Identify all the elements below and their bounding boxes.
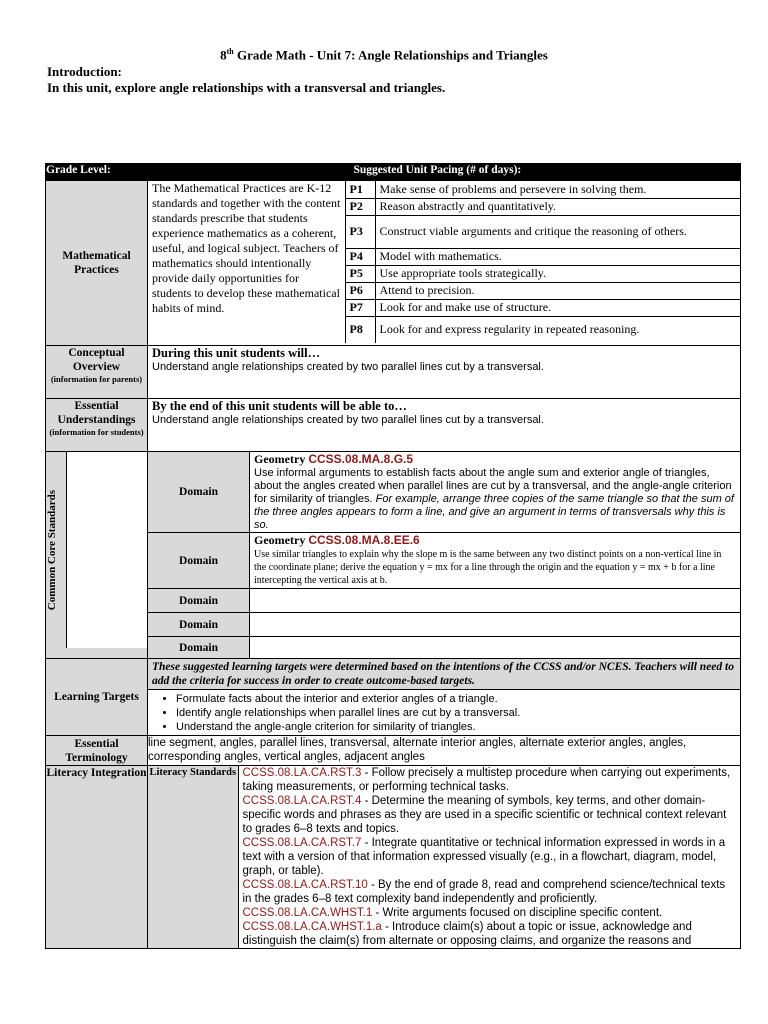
ccss-row-2 — [46, 533, 741, 589]
literacy-item: CCSS.08.LA.CA.RST.7 - Integrate quantitative or technical information expressed in words in a text with a version of that information expressed visually (e.g., in a flowchart, diagram, model, graph, or table). — [242, 837, 726, 877]
math-practices-description: The Mathematical Practices are K-12 standards and together with the content standards prescribe that students experience mathematics as a coherent, useful, and logical subject. Teachers of mathematics should intentionally provide daily opportunities for students to develop these mathematical habits of mind. — [148, 181, 345, 343]
learning-targets-label: Learning Targets — [46, 659, 148, 736]
terminology-label: Essential Terminology — [46, 736, 148, 766]
intro-text: In this unit, explore angle relationships with a transversal and triangles. — [47, 80, 446, 95]
domain-label: Domain — [148, 613, 250, 637]
ccss-row-1 — [46, 452, 741, 533]
conceptual-heading: During this unit students will… — [152, 346, 321, 360]
ccss-row-4 — [46, 613, 741, 637]
learning-target-item: • Understand the angle-angle criterion for similarity of triangles. — [176, 720, 740, 734]
literacy-row — [46, 766, 741, 949]
literacy-standards-label: Literacy Standards — [148, 766, 238, 948]
terminology-text: line segment, angles, parallel lines, transversal, alternate interior angles, alternate exterior angles, angles, corresponding angles, vertical angles, adjacent angles — [148, 736, 741, 766]
common-core-label-cell — [46, 452, 148, 659]
literacy-item: CCSS.08.LA.CA.WHST.1 - Write arguments focused on discipline specific content. — [242, 907, 663, 919]
practice-code: P2 — [345, 198, 375, 215]
intro-label: Introduction: — [47, 64, 122, 79]
grade-level-label: Grade Level: — [46, 164, 250, 181]
essential-understandings-row — [46, 399, 741, 452]
practice-text: Construct viable arguments and critique the reasoning of others. — [375, 215, 740, 248]
common-core-standards-label: Common Core Standards — [46, 489, 58, 611]
practice-code: P4 — [345, 248, 375, 265]
domain-label: Domain — [148, 533, 250, 589]
literacy-item: CCSS.08.LA.CA.WHST.1.a - Introduce claim(s) about a topic or issue, acknowledge and distinguish the claim(s) from alternate or opposing claims, and organize the reasons and — [242, 921, 692, 947]
unit-table — [45, 163, 741, 949]
std2-text: Use similar triangles to explain why the slope m is the same between any two distinct points on a non-vertical line in the coordinate plane; derive the equation y = mx for a line through the origin and the equation y = mx + b for a line intercepting the vertical axis at b. — [254, 549, 722, 586]
learning-target-item: • Identify angle relationships when parallel lines are cut by a transversal. — [176, 706, 740, 720]
conceptual-overview-row — [46, 346, 741, 399]
std2-code: CCSS.08.MA.8.EE.6 — [308, 533, 420, 547]
learning-targets-note: These suggested learning targets were determined based on the intentions of the CCSS and/or NCES. Teachers will need to add the criteria for success in order to create outcome-based targets. — [148, 659, 740, 690]
std1-code: CCSS.08.MA.8.G.5 — [308, 452, 414, 466]
practice-text: Attend to precision. — [375, 282, 740, 299]
math-practices-row — [46, 181, 741, 346]
conceptual-text: Understand angle relationships created by two parallel lines cut by a transversal. — [152, 361, 544, 373]
domain-label: Domain — [148, 637, 250, 659]
practice-code: P6 — [345, 282, 375, 299]
math-practices-label: Mathematical Practices — [46, 181, 148, 346]
conceptual-overview-label: Conceptual Overview (information for parents) — [46, 346, 148, 399]
terminology-row — [46, 736, 741, 766]
literacy-item: CCSS.08.LA.CA.RST.3 - Follow precisely a multistep procedure when carrying out experiments, taking measurements, or performing technical tasks. — [242, 767, 731, 793]
domain-label: Domain — [148, 452, 250, 533]
pacing-label: Suggested Unit Pacing (# of days): — [250, 164, 741, 181]
practice-code: P1 — [345, 181, 375, 198]
conceptual-overview-note: (information for parents) — [50, 374, 143, 384]
practice-text: Model with mathematics. — [375, 248, 740, 265]
literacy-label: Literacy Integration — [46, 766, 148, 949]
header-row — [46, 164, 741, 181]
practice-code: P5 — [345, 265, 375, 282]
essential-heading: By the end of this unit students will be able to… — [152, 399, 407, 413]
std1-heading: Geometry CCSS.08.MA.8.G.5 — [254, 452, 414, 466]
introduction — [47, 64, 445, 96]
essential-text: Understand angle relationships created by two parallel lines cut by a transversal. — [152, 414, 544, 426]
practice-text: Reason abstractly and quantitatively. — [375, 198, 740, 215]
std1-text: Use informal arguments to establish facts about the angle sum and exterior angle of triangles, about the angles created when parallel lines are cut by a transversal, and the angle-angle criterion for similarity of triangles. For example, arrange three copies of the same triangle so that the sum of the three angles appears to form a line, and give an argument in terms of transversals why this is so. — [254, 467, 734, 531]
ccss-row-3 — [46, 589, 741, 613]
learning-targets-row — [46, 659, 741, 736]
practice-text: Look for and make use of structure. — [375, 299, 740, 316]
practice-code: P3 — [345, 215, 375, 248]
literacy-item: CCSS.08.LA.CA.RST.4 - Determine the meaning of symbols, key terms, and other domain-specific words and phrases as they are used in a specific scientific or technical context relevant to grades 6–8 texts and topics. — [242, 795, 727, 835]
practice-text: Look for and express regularity in repeated reasoning. — [375, 316, 740, 343]
domain-label: Domain — [148, 589, 250, 613]
practice-code: P8 — [345, 316, 375, 343]
ccss-row-5 — [46, 637, 741, 659]
std2-heading: Geometry CCSS.08.MA.8.EE.6 — [254, 533, 420, 547]
essential-understandings-label: Essential Understandings (information for students) — [46, 399, 148, 452]
practice-text: Use appropriate tools strategically. — [375, 265, 740, 282]
learning-target-item: • Formulate facts about the interior and exterior angles of a triangle. — [176, 692, 740, 706]
practice-text: Make sense of problems and persevere in solving them. — [375, 181, 740, 198]
literacy-item: CCSS.08.LA.CA.RST.10 - By the end of grade 8, read and comprehend science/technical texts in the grades 6–8 text complexity band independently and proficiently. — [242, 879, 726, 905]
essential-understandings-note: (information for students) — [49, 427, 144, 437]
page-title: 8th Grade Math - Unit 7: Angle Relationships and Triangles — [220, 47, 548, 63]
practice-code: P7 — [345, 299, 375, 316]
